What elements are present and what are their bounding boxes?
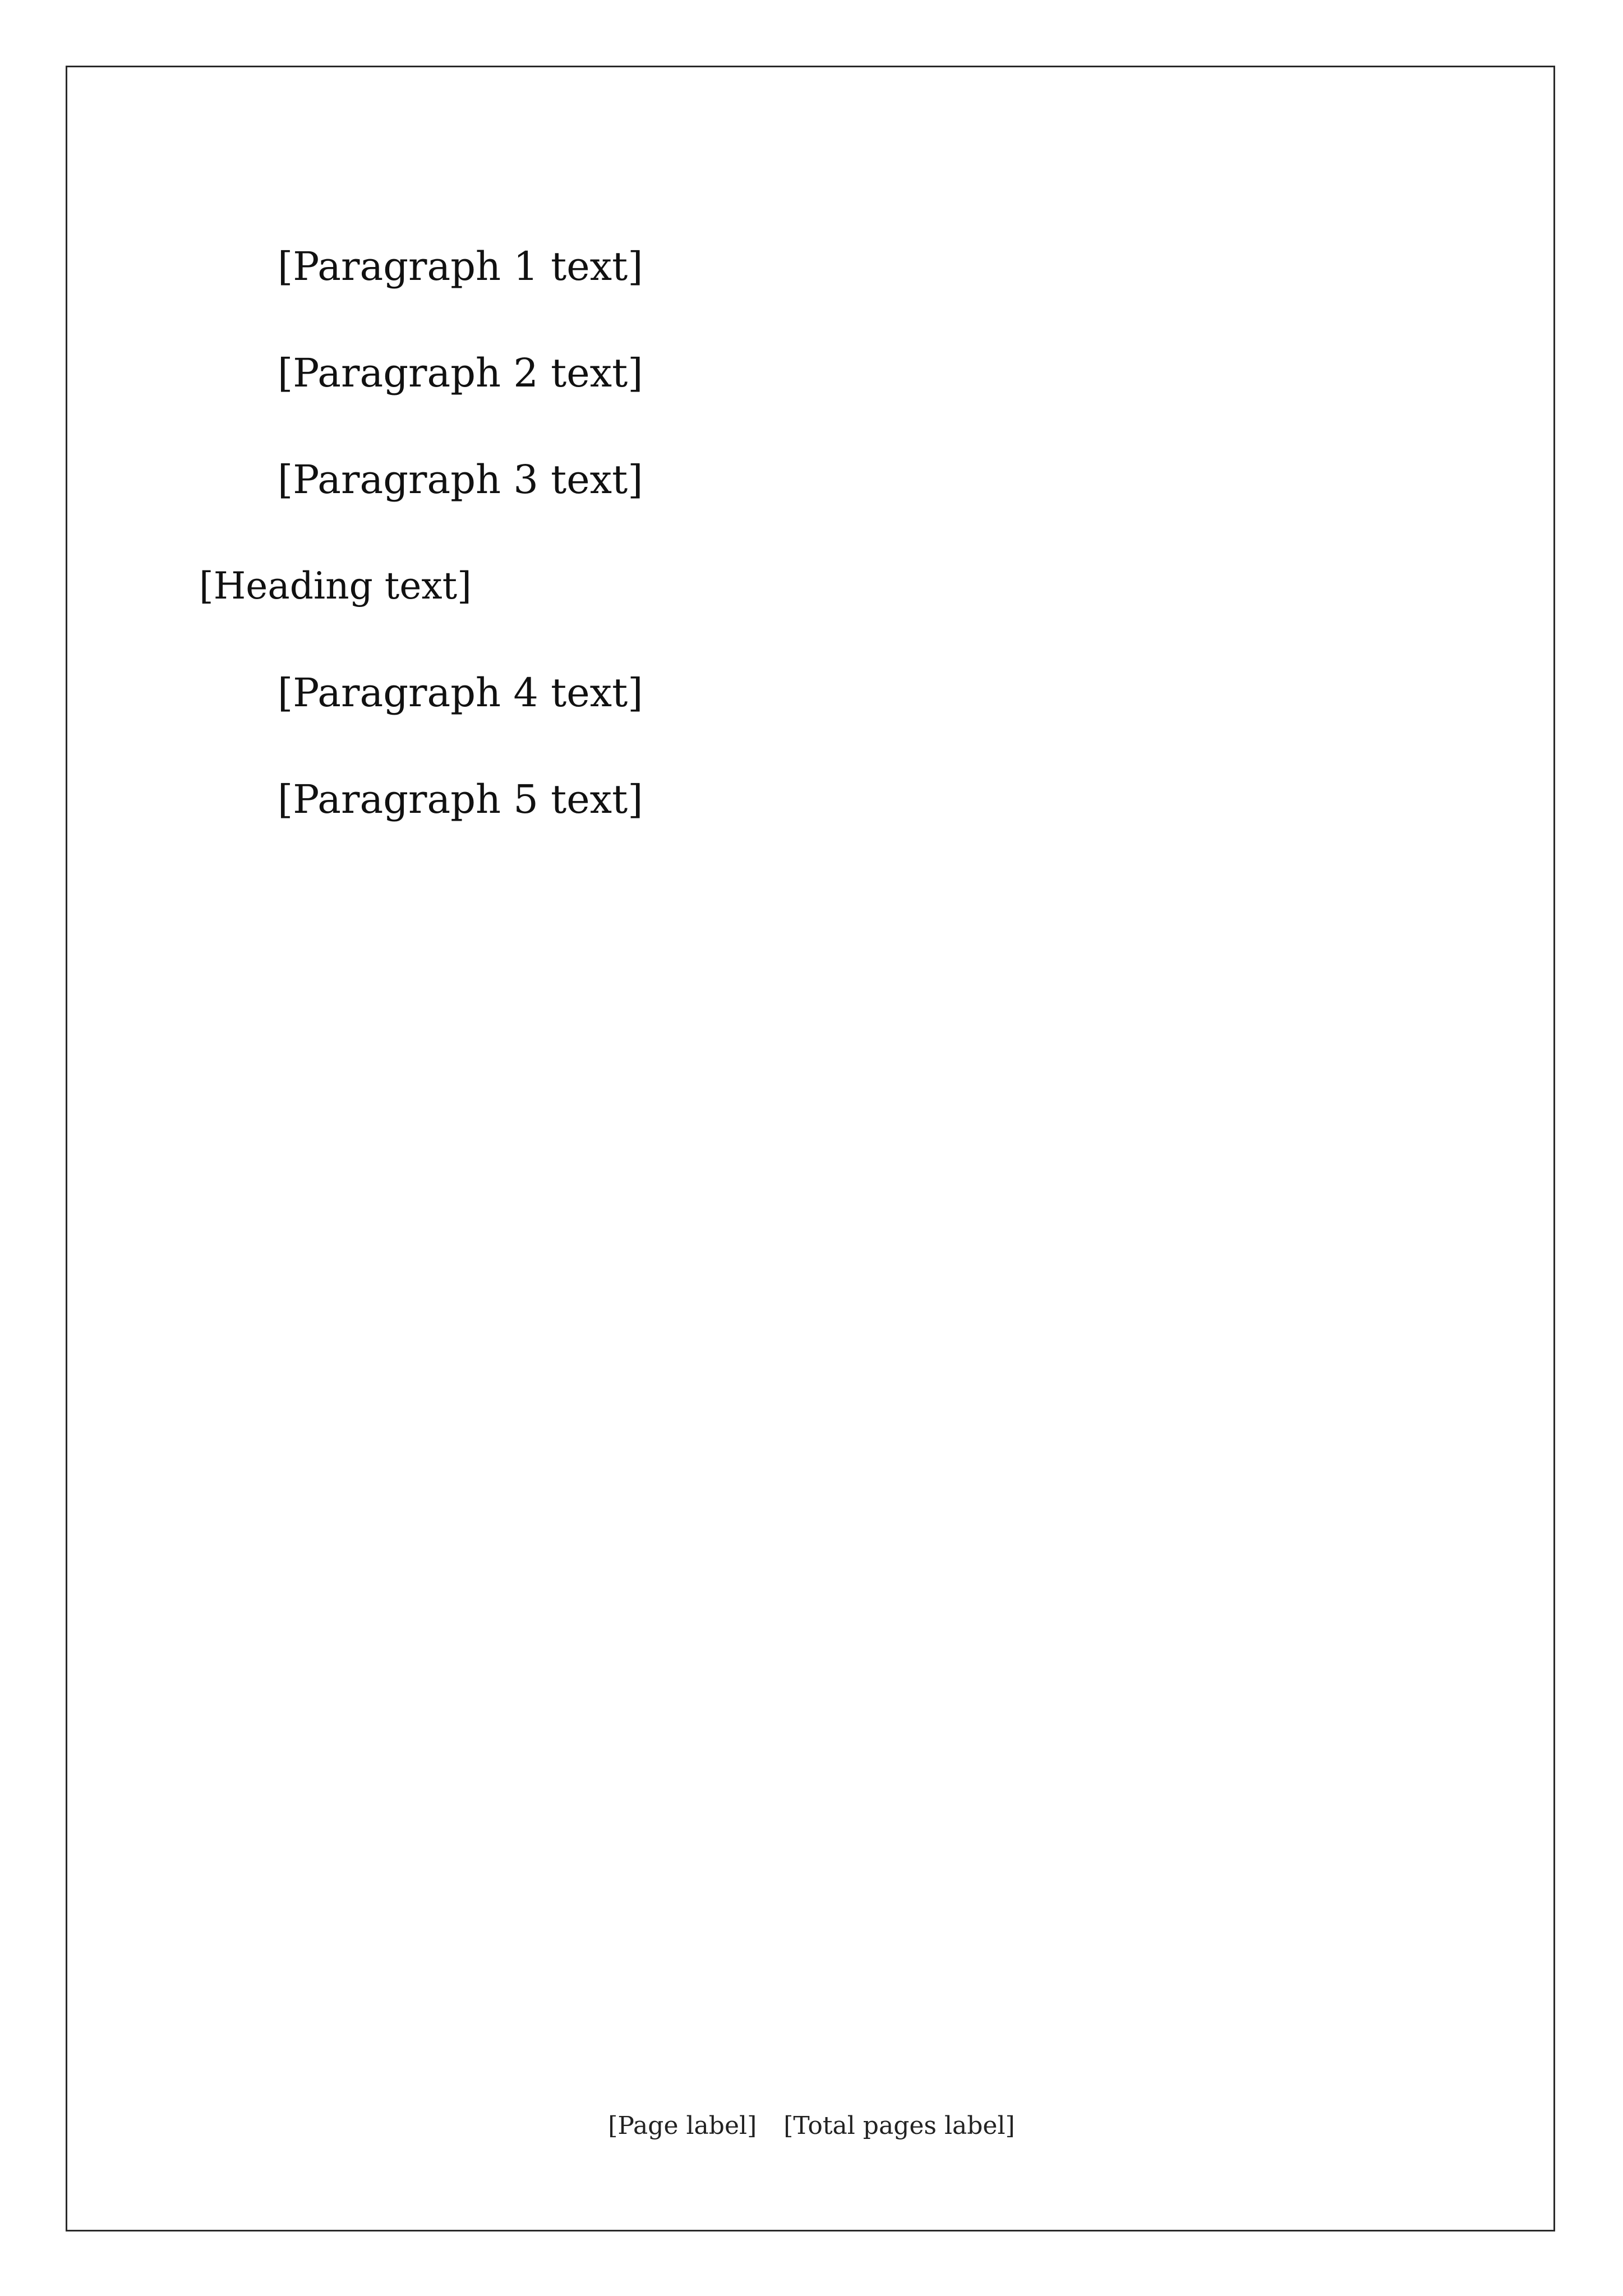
paragraph-4: [Paragraph 4 text] [278,670,643,716]
page-footer [0,2109,1623,2143]
paragraph-3: [Paragraph 3 text] [278,457,643,503]
page-total: [Total pages label] [783,2111,1015,2140]
paragraph-5: [Paragraph 5 text] [278,776,643,822]
section-heading: [Heading text] [199,564,472,608]
document-body [199,213,1422,853]
paragraph-1: [Paragraph 1 text] [278,243,643,289]
page-number: [Page label] [608,2111,757,2140]
paragraph-2: [Paragraph 2 text] [278,350,643,396]
